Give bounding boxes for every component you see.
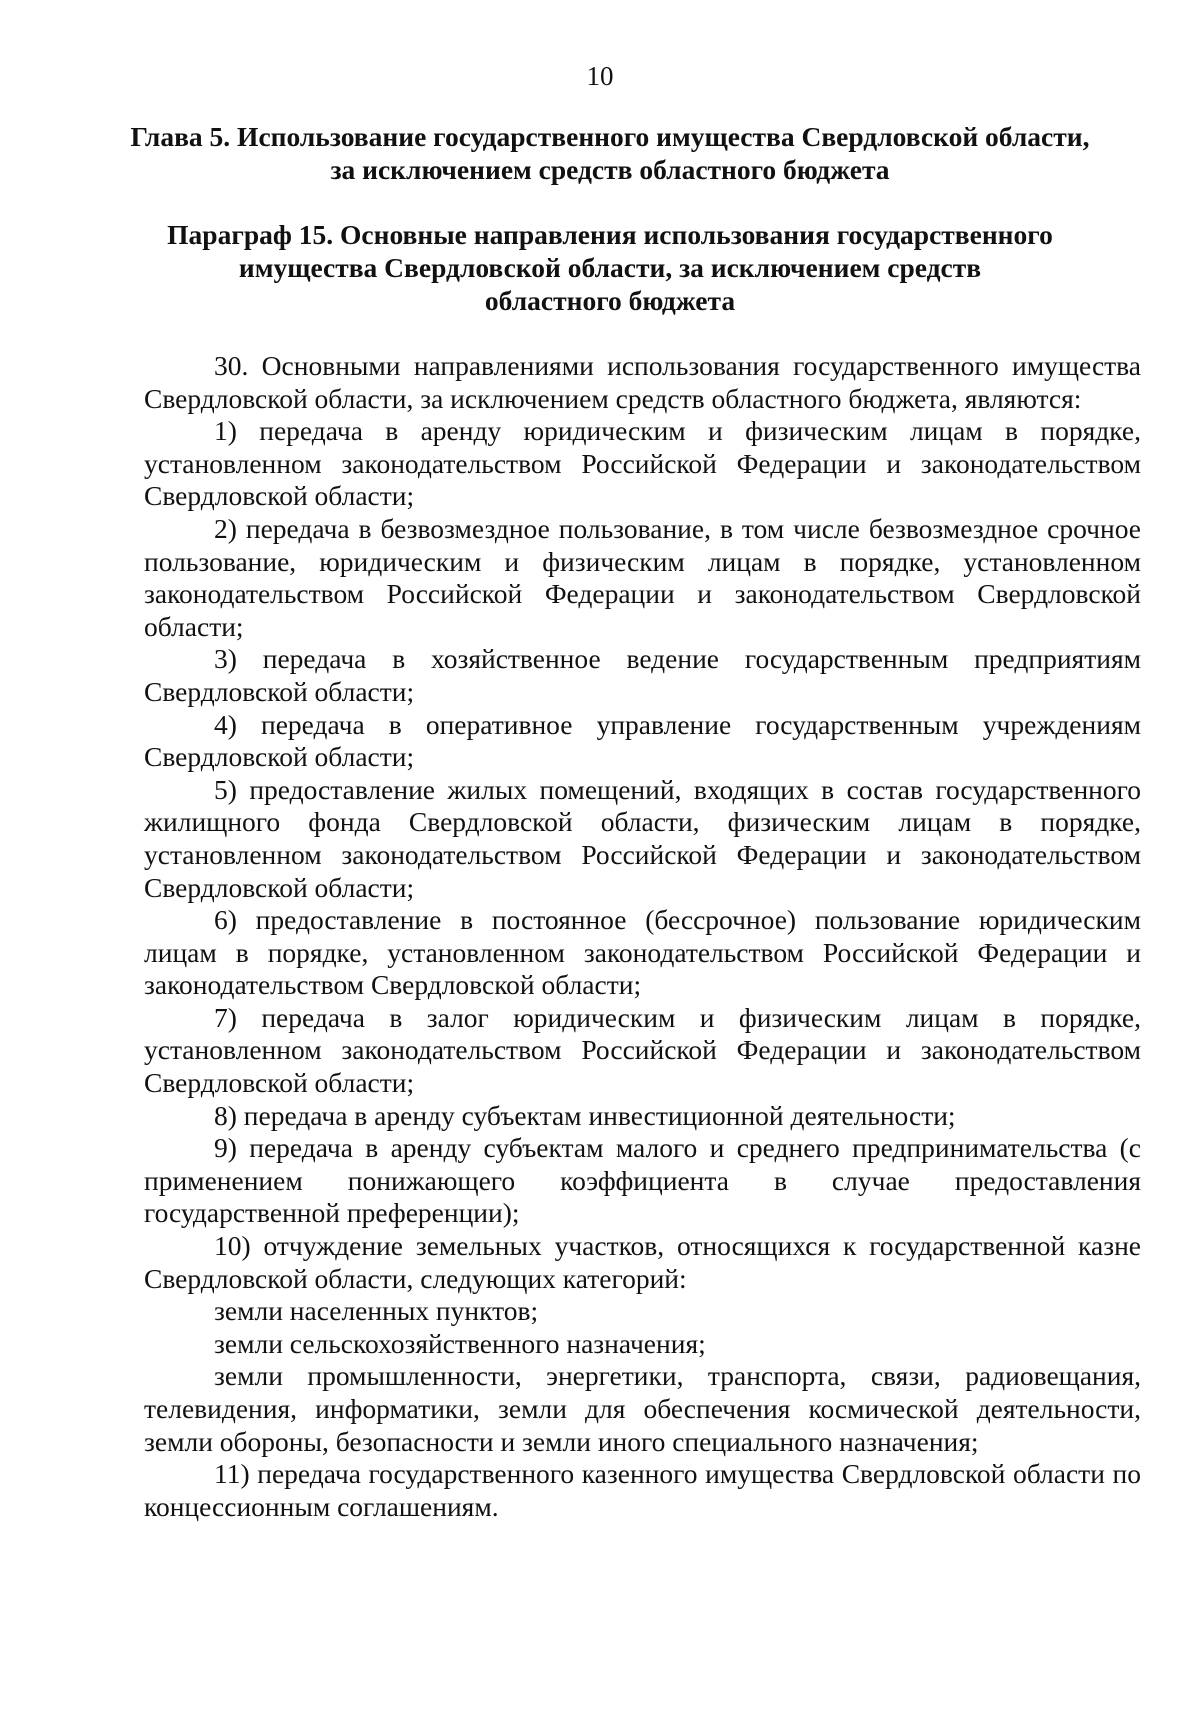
chapter-heading-line: Глава 5. Использование государственного имущества Свердловской области, xyxy=(130,121,1090,152)
chapter-heading-line: за исключением средств областного бюджета xyxy=(330,154,890,185)
list-item: 1) передача в аренду юридическим и физическим лицам в порядке, установленном законодательством Российской Федерации и законодательством Свердловской области; xyxy=(144,415,1141,512)
paragraph-heading-line: имущества Свердловской области, за исключением средств xyxy=(238,252,982,283)
land-category-item: земли сельскохозяйственного назначения; xyxy=(214,1327,706,1359)
article-intro: 30. Основными направлениями использования государственного имущества Свердловской области, за исключением средств областного бюджета, являются: xyxy=(144,350,1141,414)
list-item: 10) отчуждение земельных участков, относящихся к государственной казне Свердловской области, следующих категорий: xyxy=(144,1230,1141,1294)
list-item: 7) передача в залог юридическим и физическим лицам в порядке, установленном законодательством Российской Федерации и законодательством Свердловской области; xyxy=(144,1001,1141,1099)
list-item: 2) передача в безвозмездное пользование, в том числе безвозмездное срочное пользование, юридическим и физическим лицам в порядке, установленном законодательством Российской Федерации и законодательством Свердловской области; xyxy=(144,512,1141,642)
list-item: 6) предоставление в постоянное (бессрочное) пользование юридическим лицам в порядке, установленном законодательством Российской Федерации и законодательством Свердловской области; xyxy=(144,904,1141,1001)
paragraph-heading-line: Параграф 15. Основные направления использования государственного xyxy=(167,219,1053,250)
list-item: 9) передача в аренду субъектам малого и среднего предпринимательства (с применением понижающего коэффициента в случае предоставления государственной преференции); xyxy=(144,1132,1141,1229)
paragraph-heading xyxy=(130,218,1090,317)
chapter-heading xyxy=(130,120,1090,186)
list-item: 8) передача в аренду субъектам инвестиционной деятельности; xyxy=(214,1099,956,1131)
list-item: 11) передача государственного казенного имущества Свердловской области по концессионным соглашениям. xyxy=(144,1458,1141,1522)
page-number: 10 xyxy=(586,61,614,91)
document-body xyxy=(144,350,1141,1523)
land-category-item: земли населенных пунктов; xyxy=(214,1295,539,1327)
paragraph-heading-line: областного бюджета xyxy=(484,285,736,316)
list-item: 5) предоставление жилых помещений, входящих в состав государственного жилищного фонда Свердловской области, физическим лицам в порядке, установленном законодательством Российской Федерации и законодательством Свердловской области; xyxy=(144,773,1141,903)
list-item: 4) передача в оперативное управление государственным учреждениям Свердловской области; xyxy=(144,708,1141,773)
land-category-item: земли промышленности, энергетики, транспорта, связи, радиовещания, телевидения, информатики, земли для обеспечения космической деятельности, земли обороны, безопасности и земли иного специального назначения; xyxy=(144,1360,1141,1457)
list-item: 3) передача в хозяйственное ведение государственным предприятиям Свердловской области; xyxy=(144,643,1141,707)
